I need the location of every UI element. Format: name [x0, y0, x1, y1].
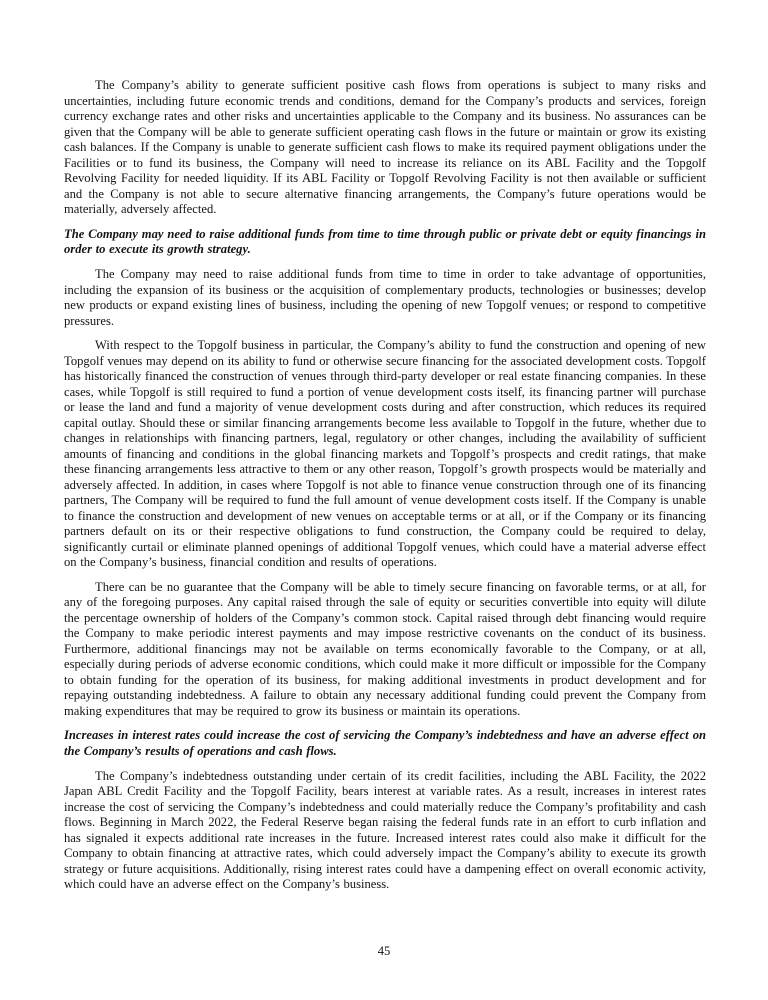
paragraph-raise-funds: The Company may need to raise additional funds from time to time in order to take advantage of opportunities, including the expansion of its business or the acquisition of complementary products, technologies or businesses; develop new products or expand existing lines of business, including the opening of new Topgolf venues; or respond to competitive pressures. [64, 267, 706, 328]
section-heading-interest-rates: Increases in interest rates could increase the cost of servicing the Company’s indebtedness and have an adverse effect on the Company’s results of operations and cash flows. [64, 728, 706, 758]
paragraph-variable-rate-debt: The Company’s indebtedness outstanding under certain of its credit facilities, including the ABL Facility, the 2022 Japan ABL Credit Facility and the Topgolf Facility, bears interest at variable rates. As a result, increases in interest rates increase the cost of servicing the Company’s indebtedness and could materially reduce the Company’s profitability and cash flows. Beginning in March 2022, the Federal Reserve began raising the federal funds rate in an effort to curb inflation and has signaled it expects additional rate increases in the future. Increased interest rates could also make it difficult for the Company to obtain financing at attractive rates, which could adversely impact the Company’s ability to execute its growth strategy or future acquisitions. Additionally, rising interest rates could have a dampening effect on overall economic activity, which could have an adverse effect on the Company’s business. [64, 768, 706, 892]
page-content [64, 78, 706, 902]
section-heading-additional-funds: The Company may need to raise additional funds from time to time through public or private debt or equity financings in order to execute its growth strategy. [64, 226, 706, 257]
paragraph-cash-flows-risk: The Company’s ability to generate sufficient positive cash flows from operations is subject to many risks and uncertainties, including future economic trends and conditions, demand for the Company’s products and services, foreign currency exchange rates and other risks and uncertainties applicable to the Company and its business. No assurances can be given that the Company will be able to generate sufficient operating cash flows in the future or maintain or grow its existing cash balances. If the Company is unable to generate sufficient cash flows to make its required payment obligations under the Facilities or to fund its business, the Company will need to increase its reliance on its ABL Facility and the Topgolf Revolving Facility for needed liquidity. If its ABL Facility or Topgolf Revolving Facility is not then available or sufficient and the Company is not able to secure alternative financing arrangements, the Company’s future operations would be materially, adversely affected. [64, 78, 706, 216]
page-number: 45 [377, 944, 391, 958]
paragraph-topgolf-financing: With respect to the Topgolf business in particular, the Company’s ability to fund the construction and opening of new Topgolf venues may depend on its ability to fund or otherwise secure financing for the associated development costs. Topgolf has historically financed the construction of venues through third-party developer or real estate financing companies. In these cases, while Topgolf is still required to fund a portion of venue development costs itself, its financing partner will purchase or lease the land and fund a majority of venue development costs during and after construction, which reduces its required capital outlay. Should these or similar financing arrangements become less available to Topgolf in the future, whether due to changes in relationships with financing partners, legal, regulatory or other changes, including the availability of sufficient amounts of financing and conditions in the global financing markets and Topgolf’s prospects and credit ratings, that make these financing arrangements less attractive to them or any other reason, Topgolf’s growth prospects would be materially and adversely affected. In addition, in cases where Topgolf is not able to finance venue construction through one of its financing partners, The Company will be required to fund the full amount of venue development costs itself. If the Company is unable to finance the construction and development of new venues on acceptable terms or at all, or if the Company or its financing partners default on its or their respective obligations to fund construction, the Company could be required to delay, significantly curtail or eliminate planned openings of additional Topgolf venues, which could have a material adverse effect on the Company’s business, financial condition and results of operations. [64, 338, 706, 570]
paragraph-no-guarantee-financing: There can be no guarantee that the Company will be able to timely secure financing on favorable terms, or at all, for any of the foregoing purposes. Any capital raised through the sale of equity or securities convertible into equity will dilute the percentage ownership of holders of the Company’s common stock. Capital raised through debt financing would require the Company to make periodic interest payments and may impose restrictive covenants on the conduct of its business. Furthermore, additional financings may not be available on terms economically favorable to the Company, or at all, especially during periods of adverse economic conditions, which could make it more difficult or impossible for the Company to obtain funding for the operation of its business, for making additional investments in product development and for repaying outstanding indebtedness. A failure to obtain any necessary additional funding could prevent the Company from making expenditures that may be required to grow its business or maintain its operations. [64, 579, 706, 718]
